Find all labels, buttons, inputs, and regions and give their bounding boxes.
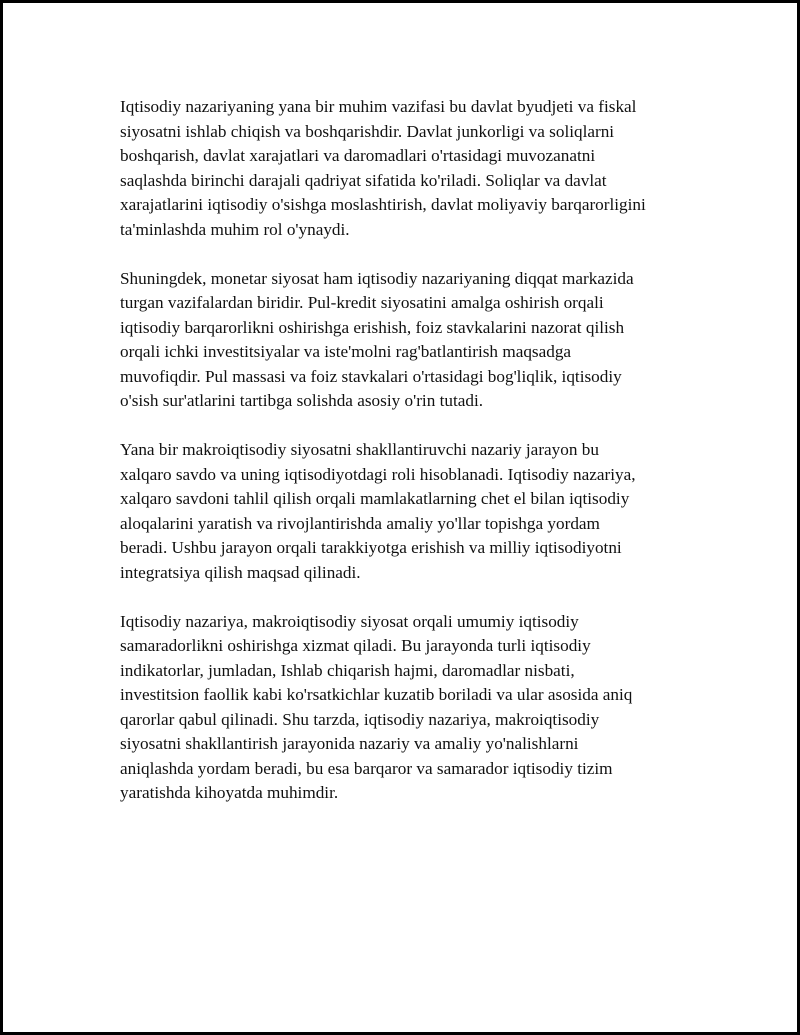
- text-line: Iqtisodiy nazariyaning yana bir muhim vazifasi bu davlat byudjeti va fiskal: [120, 97, 637, 116]
- text-line: ta'minlashda muhim rol o'ynaydi.: [120, 219, 350, 239]
- text-line: xarajatlarini iqtisodiy o'sishga moslashtirish, davlat moliyaviy barqarorligini: [120, 195, 646, 214]
- text-line: aniqlashda yordam beradi, bu esa barqaror va samarador iqtisodiy tizim: [120, 758, 613, 778]
- paragraph-1: [120, 95, 690, 242]
- text-line: siyosatni ishlab chiqish va boshqarishdir. Davlat junkorligi va soliqlarni: [120, 121, 615, 141]
- text-line: beradi. Ushbu jarayon orqali tarakkiyotga erishish va milliy iqtisodiyotni: [120, 538, 622, 557]
- text-line: samaradorlikni oshirishga xizmat qiladi. Bu jarayonda turli iqtisodiy: [120, 636, 591, 655]
- text-line: Shuningdek, monetar siyosat ham iqtisodiy nazariyaning diqqat markazida: [120, 268, 634, 288]
- text-line: Iqtisodiy nazariya, makroiqtisodiy siyosat orqali umumiy iqtisodiy: [120, 611, 579, 631]
- text-line: aloqalarini yaratish va rivojlantirishda amaliy yo'llar topishga yordam: [120, 513, 600, 533]
- text-line: siyosatni shakllantirish jarayonida nazariy va amaliy yo'nalishlarni: [120, 734, 579, 753]
- text-line: yaratishda kihoyatda muhimdir.: [120, 783, 339, 802]
- text-line: xalqaro savdoni tahlil qilish orqali mamlakatlarning chet el bilan iqtisodiy: [120, 489, 630, 508]
- text-line: qarorlar qabul qilinadi. Shu tarzda, iqtisodiy nazariya, makroiqtisodiy: [120, 709, 600, 729]
- text-line: Yana bir makroiqtisodiy siyosatni shakllantiruvchi nazariy jarayon bu: [120, 440, 599, 459]
- text-line: investitsion faollik kabi ko'rsatkichlar kuzatib boriladi va ular asosida aniq: [120, 685, 633, 704]
- paragraph-2: [120, 267, 690, 414]
- text-line: indikatorlar, jumladan, Ishlab chiqarish hajmi, daromadlar nisbati,: [120, 660, 575, 680]
- text-line: o'sish sur'atlarini tartibga solishda asosiy o'rin tutadi.: [120, 391, 484, 410]
- paragraph-4: [120, 610, 690, 806]
- text-line: orqali ichki investitsiyalar va iste'molni rag'batlantirish maqsadga: [120, 342, 572, 361]
- document-body: [120, 95, 690, 830]
- text-line: integratsiya qilish maqsad qilinadi.: [120, 562, 361, 582]
- text-line: muvofiqdir. Pul massasi va foiz stavkalari o'rtasidagi bog'liqlik, iqtisodiy: [120, 366, 622, 386]
- text-line: xalqaro savdo va uning iqtisodiyotdagi roli hisoblanadi. Iqtisodiy nazariya,: [120, 464, 636, 484]
- paragraph-3: [120, 438, 690, 585]
- text-line: iqtisodiy barqarorlikni oshirishga erishish, foiz stavkalarini nazorat qilish: [120, 317, 625, 337]
- text-line: turgan vazifalardan biridir. Pul-kredit siyosatini amalga oshirish orqali: [120, 293, 604, 312]
- text-line: saqlashda birinchi darajali qadriyat sifatida ko'riladi. Soliqlar va davlat: [120, 170, 607, 190]
- text-line: boshqarish, davlat xarajatlari va daromadlari o'rtasidagi muvozanatni: [120, 146, 596, 165]
